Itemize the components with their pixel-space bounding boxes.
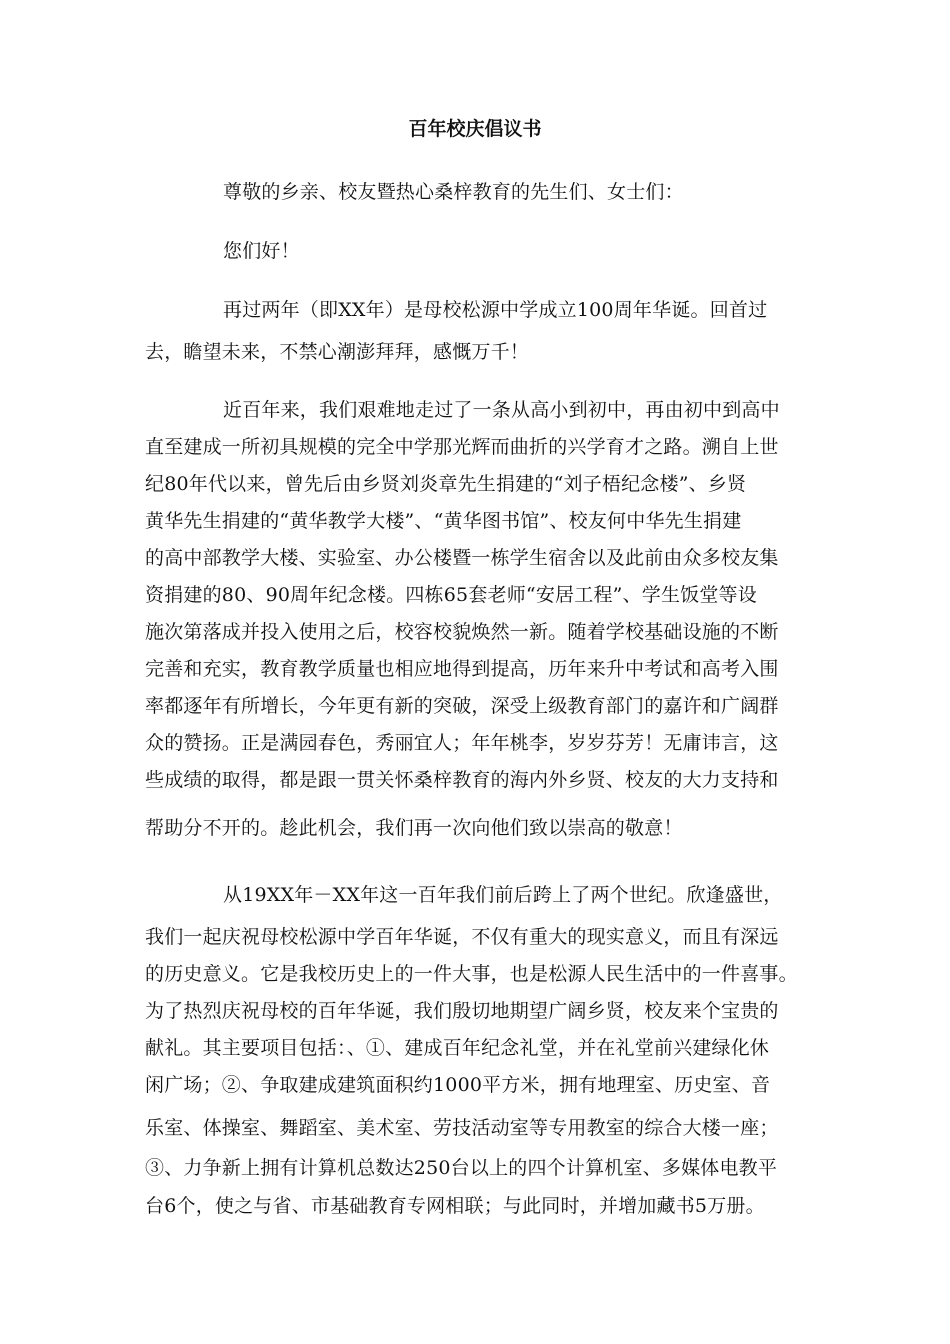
paragraph-2-line-10: 众的赞扬。正是满园春色，秀丽宜人；年年桃李，岁岁芬芳！无庸讳言，这 bbox=[145, 732, 779, 754]
paragraph-2-line-12: 帮助分不开的。趁此机会，我们再一次向他们致以崇高的敬意！ bbox=[145, 817, 683, 839]
paragraph-1-line-1: 再过两年（即XX年）是母校松源中学成立100周年华诞。回首过 bbox=[223, 299, 768, 321]
paragraph-3-line-2: 我们一起庆祝母校松源中学百年华诞，不仅有重大的现实意义，而且有深远 bbox=[145, 926, 779, 948]
paragraph-3-line-7: 乐室、体操室、舞蹈室、美术室、劳技活动室等专用教室的综合大楼一座； bbox=[145, 1117, 779, 1139]
paragraph-2-line-4: 黄华先生捐建的“黄华教学大楼”、“黄华图书馆”、校友何中华先生捐建 bbox=[145, 510, 742, 532]
paragraph-2-line-5: 的高中部教学大楼、实验室、办公楼暨一栋学生宿舍以及此前由众多校友集 bbox=[145, 547, 779, 569]
paragraph-3-line-6: 闲广场；②、争取建成建筑面积约1000平方米，拥有地理室、历史室、音 bbox=[145, 1074, 771, 1096]
paragraph-2-line-1: 近百年来，我们艰难地走过了一条从高小到初中，再由初中到高中 bbox=[223, 399, 780, 421]
page-title: 百年校庆倡议书 bbox=[408, 118, 542, 140]
greeting: 您们好！ bbox=[223, 240, 300, 262]
paragraph-2-line-6: 资捐建的80、90周年纪念楼。四栋65套老师“安居工程”、学生饭堂等设 bbox=[145, 584, 757, 606]
paragraph-3-line-9: 台6个，使之与省、市基础教育专网相联；与此同时，并增加藏书5万册。 bbox=[145, 1195, 765, 1217]
paragraph-3-line-1: 从19XX年－XX年这一百年我们前后跨上了两个世纪。欣逢盛世， bbox=[223, 884, 783, 906]
paragraph-2-line-7: 施次第落成并投入使用之后，校容校貌焕然一新。随着学校基础设施的不断 bbox=[145, 621, 779, 643]
paragraph-2-line-11: 些成绩的取得，都是跟一贯关怀桑梓教育的海内外乡贤、校友的大力支持和 bbox=[145, 769, 779, 791]
paragraph-3-line-8: ③、力争新上拥有计算机总数达250台以上的四个计算机室、多媒体电教平 bbox=[145, 1157, 778, 1179]
paragraph-2-line-3: 纪80年代以来，曾先后由乡贤刘炎章先生捐建的“刘子梧纪念楼”、乡贤 bbox=[145, 473, 747, 495]
paragraph-3-line-3: 的历史意义。它是我校历史上的一件大事，也是松源人民生活中的一件喜事。 bbox=[145, 963, 798, 985]
paragraph-2-line-8: 完善和充实，教育教学质量也相应地得到提高，历年来升中考试和高考入围 bbox=[145, 658, 779, 680]
salutation: 尊敬的乡亲、校友暨热心桑梓教育的先生们、女士们： bbox=[223, 181, 684, 203]
paragraph-1-line-2: 去，瞻望未来，不禁心潮澎拜拜，感慨万千！ bbox=[145, 341, 530, 363]
paragraph-2-line-9: 率都逐年有所增长，今年更有新的突破，深受上级教育部门的嘉许和广阔群 bbox=[145, 695, 779, 717]
paragraph-2-line-2: 直至建成一所初具规模的完全中学那光辉而曲折的兴学育才之路。溯自上世 bbox=[145, 436, 779, 458]
paragraph-3-line-4: 为了热烈庆祝母校的百年华诞，我们殷切地期望广阔乡贤，校友来个宝贵的 bbox=[145, 1000, 779, 1022]
paragraph-3-line-5: 献礼。其主要项目包括：、①、建成百年纪念礼堂，并在礼堂前兴建绿化休 bbox=[145, 1037, 770, 1059]
